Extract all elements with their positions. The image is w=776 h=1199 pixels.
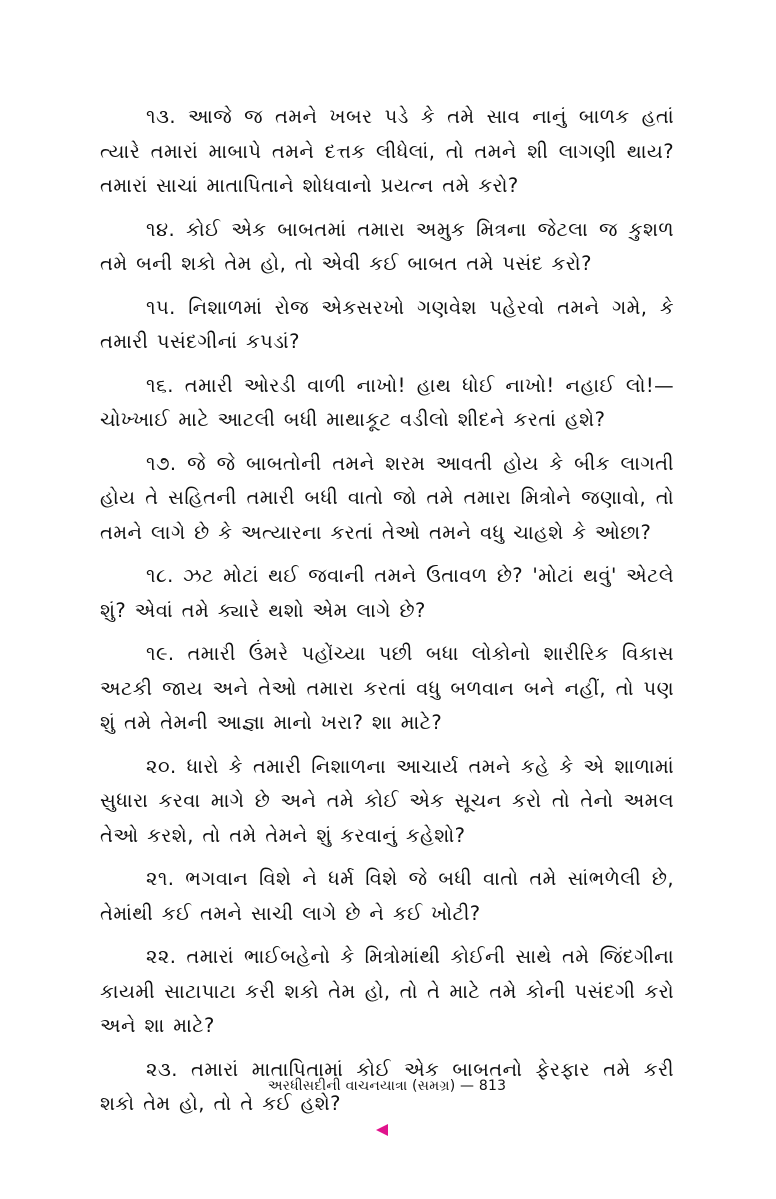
question-20: ૨૦. ધારો કે તમારી નિશાળના આચાર્ય તમને કહે કે એ શાળામાં સુધારા કરવા માગે છે અને તમે કોઈ એક સૂચન કરો તો તેનો અમલ તેઓ કરશે, તો તમે તેમને શું કરવાનું કહેશો? bbox=[100, 754, 674, 847]
question-15: ૧૫. નિશાળમાં રોજ એકસરખો ગણવેશ પહેરવો તમને ગમે, કે તમારી પસંદગીનાં કપડાં? bbox=[100, 295, 674, 353]
question-19: ૧૯. તમારી ઉંમરે પહોંચ્યા પછી બધા લોકોનો શારીરિક વિકાસ અટકી જાય અને તેઓ તમારા કરતાં વધુ બળવાન બને નહીં, તો પણ શું તમે તેમની આજ્ઞા માનો ખરા? શા માટે? bbox=[100, 642, 674, 734]
page-footer: અરધીસદીની વાચનયાત્રા (સમગ્ર) — 813 bbox=[267, 1078, 507, 1094]
page-body bbox=[100, 100, 674, 1131]
question-16: ૧૬. તમારી ઓરડી વાળી નાખો! હાથ ધોઈ નાખો! નહાઈ લો!—ચોખ્ખાઈ માટે આટલી બધી માથાકૂટ વડીલો શીદને કરતાં હશે? bbox=[100, 373, 674, 431]
question-14: ૧૪. કોઈ એક બાબતમાં તમારા અમુક મિત્રના જેટલા જ કુશળ તમે બની શકો તેમ હો, તો એવી કઈ બાબત તમે પસંદ કરો? bbox=[100, 217, 674, 275]
question-13: ૧૩. આજે જ તમને ખબર પડે કે તમે સાવ નાનું બાળક હતાં ત્યારે તમારાં માબાપે તમને દત્તક લીધેલાં, તો તમને શી લાગણી થાય? તમારાં સાચાં માતાપિતાને શોધવાનો પ્રયત્ન તમે કરો? bbox=[100, 105, 674, 197]
question-21: ૨૧. ભગવાન વિશે ને ધર્મ વિશે જે બધી વાતો તમે સાંભળેલી છે, તેમાંથી કઈ તમને સાચી લાગે છે ને કઈ ખોટી? bbox=[100, 867, 674, 925]
previous-page-arrow-icon[interactable] bbox=[376, 1124, 388, 1136]
question-17: ૧૭. જે જે બાબતોની તમને શરમ આવતી હોય કે બીક લાગતી હોય તે સહિતની તમારી બધી વાતો જો તમે તમારા મિત્રોને જણાવો, તો તમને લાગે છે કે અત્યારના કરતાં તેઓ તમને વધુ ચાહશે કે ઓછા? bbox=[100, 451, 674, 544]
question-22: ૨૨. તમારાં ભાઈબહેનો કે મિત્રોમાંથી કોઈની સાથે તમે જિંદગીના કાયમી સાટાપાટા કરી શકો તેમ હો, તો તે માટે તમે કોની પસંદગી કરો અને શા માટે? bbox=[100, 945, 674, 1037]
question-23: ૨૩. તમારાં માતાપિતામાં કોઈ એક બાબતનો ફેરફાર તમે કરી શકો તેમ હો, તો તે કઈ હશે? bbox=[100, 1057, 674, 1115]
question-18: ૧૮. ઝટ મોટાં થઈ જવાની તમને ઉતાવળ છે? 'મોટાં થવું' એટલે શું? એવાં તમે ક્યારે થશો એમ લાગે છે? bbox=[100, 564, 674, 622]
